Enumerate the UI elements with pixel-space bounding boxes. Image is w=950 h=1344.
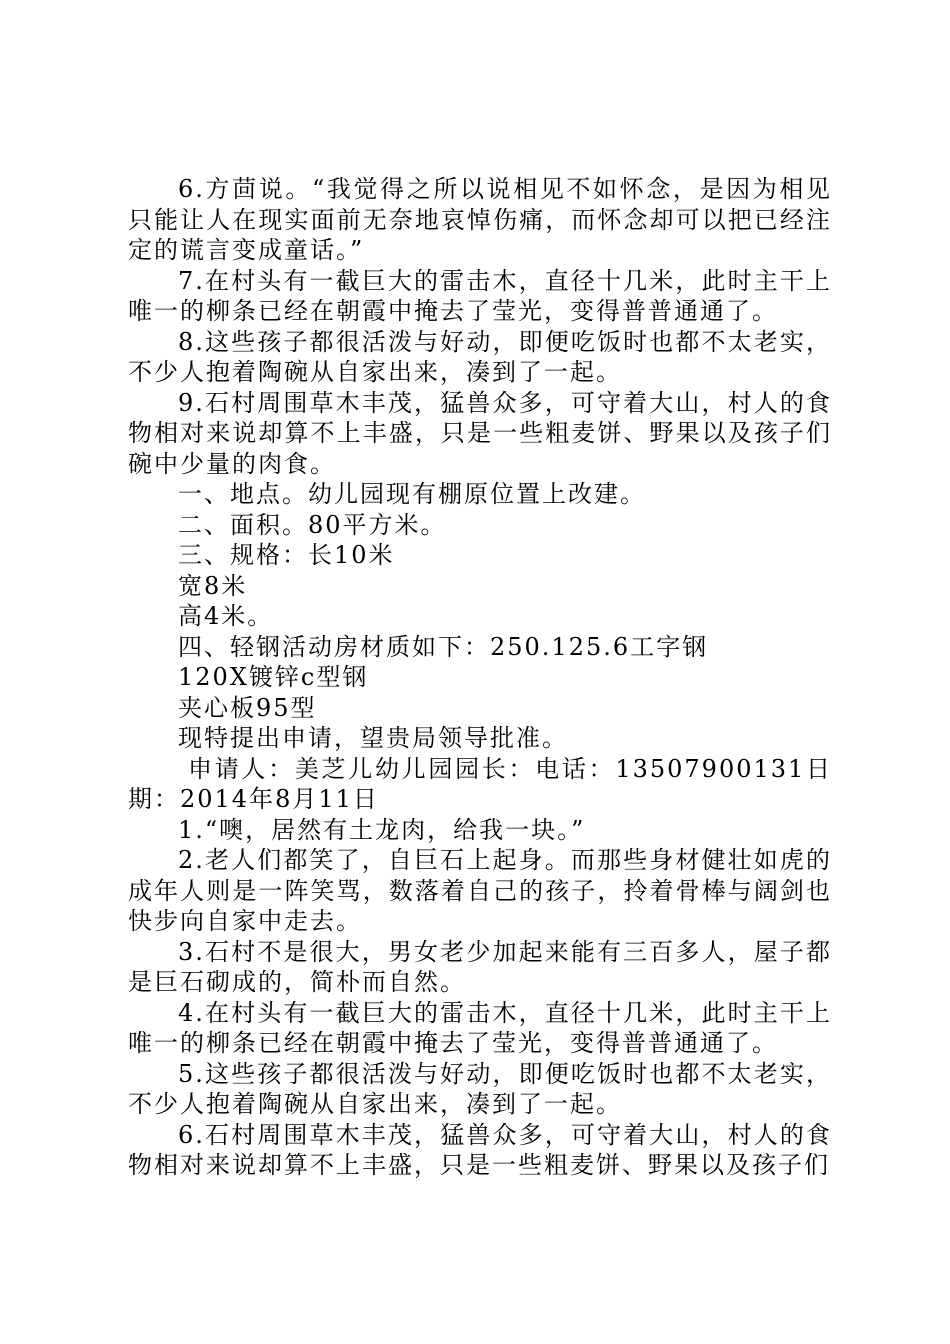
paragraph-7: 三、规格：长10米 [178, 541, 395, 569]
paragraph-14: 申请人：美芝儿幼儿园园长：电话：13507900131日期：2014年8月11日 [128, 754, 832, 813]
paragraph-16: 2.老人们都笑了，自巨石上起身。而那些身材健壮如虎的成年人则是一阵笑骂，数落着自己的孩子，拎着骨棒与阔剑也快步向自家中走去。 [128, 846, 832, 935]
paragraph-2: 7.在村头有一截巨大的雷击木，直径十几米，此时主干上唯一的柳条已经在朝霞中掩去了莹光，变得普普通通了。 [128, 266, 832, 325]
paragraph-18: 4.在村头有一截巨大的雷击木，直径十几米，此时主干上唯一的柳条已经在朝霞中掩去了莹光，变得普普通通了。 [128, 998, 832, 1057]
paragraph-1: 6.方茴说。“我觉得之所以说相见不如怀念，是因为相见只能让人在现实面前无奈地哀悼伤痛，而怀念却可以把已经注定的谎言变成童话。” [128, 175, 832, 264]
paragraph-8: 宽8米 [178, 571, 248, 600]
paragraph-15: 1.“噢，居然有土龙肉，给我一块。” [178, 815, 586, 844]
paragraph-4: 9.石村周围草木丰茂，猛兽众多，可守着大山，村人的食物相对来说却算不上丰盛，只是一些粗麦饼、野果以及孩子们碗中少量的肉食。 [128, 388, 832, 478]
paragraph-19: 5.这些孩子都很活泼与好动，即便吃饭时也都不太老实，不少人抱着陶碗从自家出来，凑到了一起。 [128, 1059, 832, 1118]
paragraph-5: 一、地点。幼儿园现有棚原位置上改建。 [178, 480, 646, 508]
paragraph-9: 高4米。 [178, 602, 274, 630]
paragraph-12: 夹心板95型 [178, 693, 317, 722]
paragraph-3: 8.这些孩子都很活泼与好动，即便吃饭时也都不太老实，不少人抱着陶碗从自家出来，凑到了一起。 [128, 327, 832, 386]
document-body [128, 174, 832, 1181]
paragraph-13: 现特提出申请，望贵局领导批准。 [178, 724, 568, 752]
paragraph-10: 四、轻钢活动房材质如下：250.125.6工字钢 [178, 632, 709, 661]
paragraph-11: 120X镀锌c型钢 [178, 663, 369, 691]
paragraph-6: 二、面积。80平方米。 [178, 510, 447, 539]
paragraph-20: 6.石村周围草木丰茂，猛兽众多，可守着大山，村人的食物相对来说却算不上丰盛，只是一些粗麦饼、野果以及孩子们 [128, 1120, 832, 1179]
paragraph-17: 3.石村不是很大，男女老少加起来能有三百多人，屋子都是巨石砌成的，简朴而自然。 [128, 937, 832, 996]
